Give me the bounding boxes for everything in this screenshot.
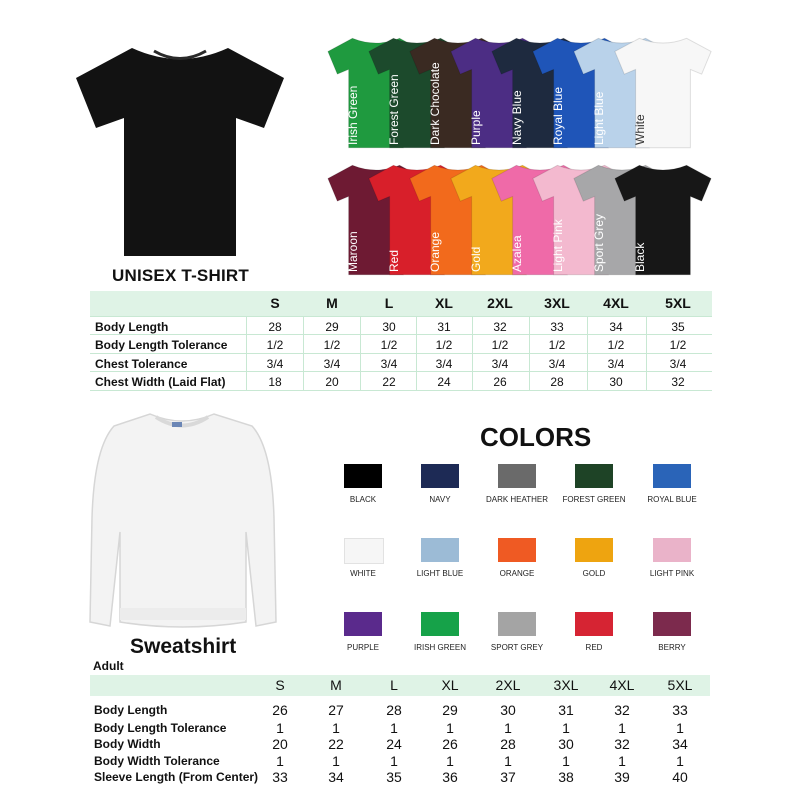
color-swatch-label: BERRY xyxy=(658,643,686,652)
table-cell: 1 xyxy=(676,753,684,769)
tshirt-swatch-label: Purple xyxy=(469,110,483,145)
table-row-label: Chest Tolerance xyxy=(95,357,188,371)
table-divider xyxy=(90,316,712,317)
size-header-cell: 2XL xyxy=(495,677,521,693)
table-cell: 1 xyxy=(276,753,284,769)
table-divider xyxy=(90,390,712,391)
table-row-label: Body Length xyxy=(94,703,168,717)
table-cell: 30 xyxy=(500,702,516,718)
table-cell: 32 xyxy=(493,320,507,334)
color-swatch-forest-green xyxy=(575,464,613,488)
size-header-cell: S xyxy=(275,677,285,693)
table-cell: 1 xyxy=(618,720,626,736)
table-row-label: Body Width Tolerance xyxy=(94,754,220,768)
color-swatch-label: IRISH GREEN xyxy=(413,643,466,652)
colors-title: COLORS xyxy=(480,422,592,452)
tshirt-swatch-label: Maroon xyxy=(346,231,360,272)
table-cell: 32 xyxy=(614,702,630,718)
table-cell: 1 xyxy=(676,720,684,736)
color-swatch-label: RED xyxy=(585,643,603,652)
size-header-cell: L xyxy=(390,677,398,693)
table-cell: 1 xyxy=(332,753,340,769)
color-swatch-label: DARK HEATHER xyxy=(485,495,549,504)
color-swatch-royal-blue xyxy=(653,464,691,488)
color-swatch-label: BLACK xyxy=(349,495,377,504)
size-header-cell: M xyxy=(326,295,338,311)
tshirt-swatch-label: Gold xyxy=(469,246,483,272)
table-cell: 28 xyxy=(268,320,282,334)
table-row-label: Body Width xyxy=(94,737,161,751)
color-swatch-label: GOLD xyxy=(582,569,606,578)
table-cell: 35 xyxy=(386,769,402,785)
table-cell: 29 xyxy=(442,702,458,718)
table-cell: 32 xyxy=(614,736,630,752)
size-header-cell: 2XL xyxy=(487,295,513,311)
table-row-label: Body Length Tolerance xyxy=(94,721,227,735)
table-divider xyxy=(90,371,712,372)
table-cell: 20 xyxy=(272,736,288,752)
table-cell: 3/4 xyxy=(607,357,625,371)
table-cell: 1 xyxy=(504,720,512,736)
color-swatch-label: PURPLE xyxy=(346,643,379,652)
color-swatch-label: FOREST GREEN xyxy=(562,495,626,504)
table-cell: 1/2 xyxy=(491,338,509,352)
table-cell: 1/2 xyxy=(380,338,398,352)
table-divider xyxy=(416,316,417,390)
table-cell: 1/2 xyxy=(323,338,341,352)
color-swatch-light-blue xyxy=(421,538,459,562)
table-cell: 30 xyxy=(382,320,396,334)
table-cell: 1/2 xyxy=(435,338,453,352)
table-cell: 26 xyxy=(493,375,507,389)
table-cell: 18 xyxy=(268,375,282,389)
table-cell: 1/2 xyxy=(266,338,284,352)
table-cell: 1 xyxy=(446,753,454,769)
table-cell: 24 xyxy=(386,736,402,752)
table-cell: 1 xyxy=(618,753,626,769)
table-cell: 34 xyxy=(609,320,623,334)
table-cell: 1/2 xyxy=(607,338,625,352)
table-cell: 3/4 xyxy=(491,357,509,371)
table-cell: 30 xyxy=(558,736,574,752)
tshirt-swatch-label: Black xyxy=(633,242,647,272)
table-cell: 20 xyxy=(325,375,339,389)
sweatshirt-title: Sweatshirt xyxy=(130,635,237,658)
color-swatch-sport-grey xyxy=(498,612,536,636)
tshirt-swatch-white xyxy=(613,33,713,153)
table-cell: 27 xyxy=(328,702,344,718)
table-cell: 34 xyxy=(672,736,688,752)
tshirt-swatch-label: Azalea xyxy=(510,235,524,272)
size-header-cell: S xyxy=(270,295,280,311)
table-cell: 32 xyxy=(671,375,685,389)
table-divider xyxy=(246,316,247,390)
table-cell: 1 xyxy=(390,753,398,769)
table-cell: 3/4 xyxy=(323,357,341,371)
tshirt-swatch-label: Forest Green xyxy=(387,74,401,145)
table-row-label: Chest Width (Laid Flat) xyxy=(95,375,226,389)
table-cell: 28 xyxy=(500,736,516,752)
color-swatch-dark-heather xyxy=(498,464,536,488)
tshirt-swatch-label: Light Blue xyxy=(592,91,606,145)
white-sweatshirt-image xyxy=(86,408,278,634)
table-divider xyxy=(360,316,361,390)
table-row-label: Body Length Tolerance xyxy=(95,338,228,352)
table-divider xyxy=(587,316,588,390)
color-swatch-white xyxy=(344,538,384,564)
color-swatch-label: SPORT GREY xyxy=(490,643,544,652)
table-cell: 1 xyxy=(390,720,398,736)
size-header-cell: 5XL xyxy=(667,677,693,693)
table-divider xyxy=(646,316,647,390)
color-swatch-label: NAVY xyxy=(429,495,451,504)
hero-black-tshirt xyxy=(70,44,290,258)
table-divider xyxy=(303,316,304,390)
table-cell: 3/4 xyxy=(380,357,398,371)
table-cell: 1/2 xyxy=(548,338,566,352)
color-swatch-red xyxy=(575,612,613,636)
table-cell: 31 xyxy=(558,702,574,718)
color-swatch-label: ORANGE xyxy=(499,569,535,578)
table-cell: 26 xyxy=(442,736,458,752)
tshirt-swatch-label: White xyxy=(633,114,647,145)
table-cell: 26 xyxy=(272,702,288,718)
table-cell: 28 xyxy=(550,375,564,389)
tshirt-swatch-label: Light Pink xyxy=(551,219,565,272)
table-cell: 1 xyxy=(562,753,570,769)
size-header-cell: 5XL xyxy=(665,295,691,311)
color-swatch-irish-green xyxy=(421,612,459,636)
table-divider xyxy=(529,316,530,390)
tshirt-swatch-label: Navy Blue xyxy=(510,90,524,145)
tshirt-swatch-label: Royal Blue xyxy=(551,86,565,145)
table-cell: 38 xyxy=(558,769,574,785)
color-swatch-label: LIGHT BLUE xyxy=(416,569,464,578)
table-cell: 28 xyxy=(386,702,402,718)
table-cell: 34 xyxy=(328,769,344,785)
table-cell: 1 xyxy=(276,720,284,736)
table-cell: 3/4 xyxy=(266,357,284,371)
table-cell: 1 xyxy=(504,753,512,769)
table-cell: 30 xyxy=(609,375,623,389)
table-cell: 1 xyxy=(562,720,570,736)
size-header-cell: 4XL xyxy=(609,677,635,693)
table-cell: 1/2 xyxy=(669,338,687,352)
color-swatch-black xyxy=(344,464,382,488)
table-row-label: Sleeve Length (From Center) xyxy=(94,770,259,784)
color-swatch-light-pink xyxy=(653,538,691,562)
table-cell: 1 xyxy=(446,720,454,736)
table-cell: 3/4 xyxy=(435,357,453,371)
color-swatch-navy xyxy=(421,464,459,488)
sweatshirt-subtitle: Adult xyxy=(93,659,124,673)
size-header-cell: M xyxy=(330,677,342,693)
table-cell: 24 xyxy=(437,375,451,389)
color-swatch-label: WHITE xyxy=(350,569,376,578)
table-cell: 1 xyxy=(332,720,340,736)
table-cell: 39 xyxy=(614,769,630,785)
table-divider xyxy=(90,353,712,354)
table-cell: 40 xyxy=(672,769,688,785)
color-swatch-orange xyxy=(498,538,536,562)
table-cell: 33 xyxy=(672,702,688,718)
table-divider xyxy=(472,316,473,390)
table-cell: 22 xyxy=(328,736,344,752)
table-cell: 31 xyxy=(437,320,451,334)
tshirt-swatch-black xyxy=(613,160,713,280)
tshirt-swatch-label: Red xyxy=(387,249,401,272)
color-swatch-gold xyxy=(575,538,613,562)
size-header-cell: 4XL xyxy=(603,295,629,311)
tshirt-swatch-label: Dark Chocolate xyxy=(428,62,442,145)
color-swatch-label: LIGHT PINK xyxy=(649,569,695,578)
table-divider xyxy=(90,334,712,335)
tshirt-swatch-label: Sport Grey xyxy=(592,213,606,272)
table-cell: 37 xyxy=(500,769,516,785)
table-cell: 3/4 xyxy=(548,357,566,371)
size-header-cell: 3XL xyxy=(544,295,570,311)
tshirt-swatch-label: Orange xyxy=(428,231,442,272)
table-row-label: Body Length xyxy=(95,320,169,334)
tshirt-title: UNISEX T-SHIRT xyxy=(112,266,249,285)
color-swatch-berry xyxy=(653,612,691,636)
size-header-cell: XL xyxy=(441,677,459,693)
table-cell: 36 xyxy=(442,769,458,785)
table-cell: 29 xyxy=(325,320,339,334)
table-cell: 33 xyxy=(272,769,288,785)
size-header-cell: XL xyxy=(435,295,453,311)
tshirt-swatch-label: Irish Green xyxy=(346,85,360,145)
table-cell: 35 xyxy=(671,320,685,334)
table-cell: 33 xyxy=(550,320,564,334)
size-header-cell: 3XL xyxy=(553,677,579,693)
table-cell: 3/4 xyxy=(669,357,687,371)
size-header-cell: L xyxy=(384,295,394,311)
color-swatch-label: ROYAL BLUE xyxy=(647,495,697,504)
table-cell: 22 xyxy=(382,375,396,389)
color-swatch-purple xyxy=(344,612,382,636)
